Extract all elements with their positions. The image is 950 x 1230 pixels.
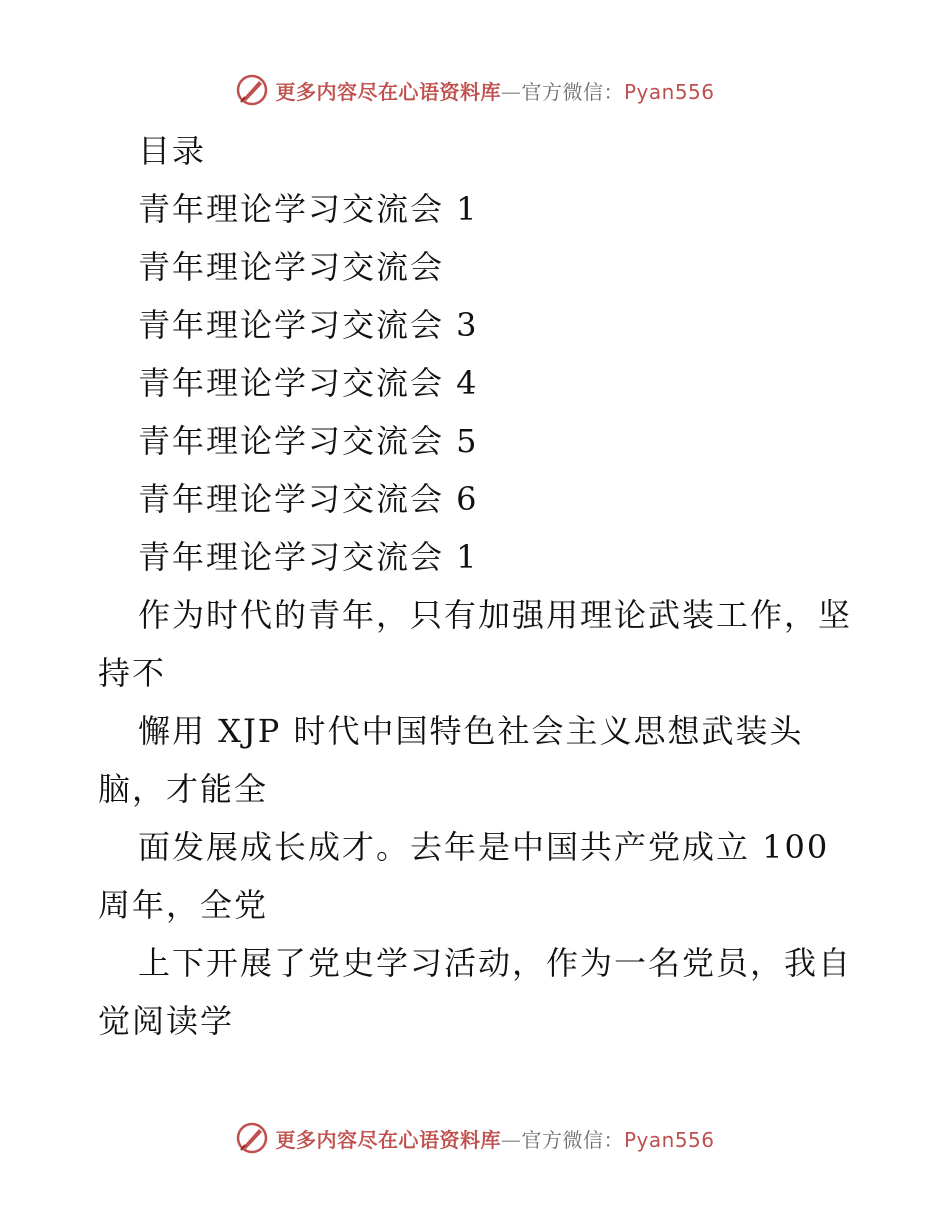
toc-item: 青年理论学习交流会 [138, 248, 445, 286]
body-line: 上下开展了党史学习活动，作为一名党员，我自 [138, 944, 853, 982]
toc-title: 目录 [138, 132, 207, 170]
quill-logo-icon [235, 1121, 269, 1155]
watermark-main: 更多内容尽在心语资料库 [275, 1127, 501, 1152]
watermark-separator: — [500, 79, 522, 104]
watermark-id: Pyan556 [623, 79, 715, 104]
document-content [98, 122, 868, 1050]
quill-logo-icon [235, 73, 269, 107]
body-line: 持不 [98, 654, 167, 692]
body-line: 周年，全党 [98, 886, 269, 924]
body-line: 面发展成长成才。去年是中国共产党成立 100 [138, 828, 830, 866]
toc-item: 青年理论学习交流会 4 [138, 364, 479, 402]
toc-item: 青年理论学习交流会 3 [138, 306, 479, 344]
watermark-sub: 官方微信： [521, 1127, 624, 1152]
toc-item: 青年理论学习交流会 1 [138, 190, 479, 228]
toc-item: 青年理论学习交流会 6 [138, 480, 479, 518]
body-line: 脑，才能全 [98, 770, 269, 808]
watermark-separator: — [500, 1127, 522, 1152]
watermark-id: Pyan556 [623, 1127, 715, 1152]
toc-item: 青年理论学习交流会 5 [138, 422, 479, 460]
body-line: 懈用 XJP 时代中国特色社会主义思想武装头 [138, 712, 804, 750]
body-line: 觉阅读学 [98, 1002, 235, 1040]
watermark-text [275, 76, 714, 105]
page-header-watermark [0, 70, 950, 110]
watermark-sub: 官方微信： [521, 79, 624, 104]
toc-item: 青年理论学习交流会 1 [138, 538, 479, 576]
page-footer-watermark [0, 1118, 950, 1158]
watermark-text [275, 1124, 714, 1153]
watermark-main: 更多内容尽在心语资料库 [275, 79, 501, 104]
body-line: 作为时代的青年，只有加强用理论武装工作，坚 [138, 596, 853, 634]
